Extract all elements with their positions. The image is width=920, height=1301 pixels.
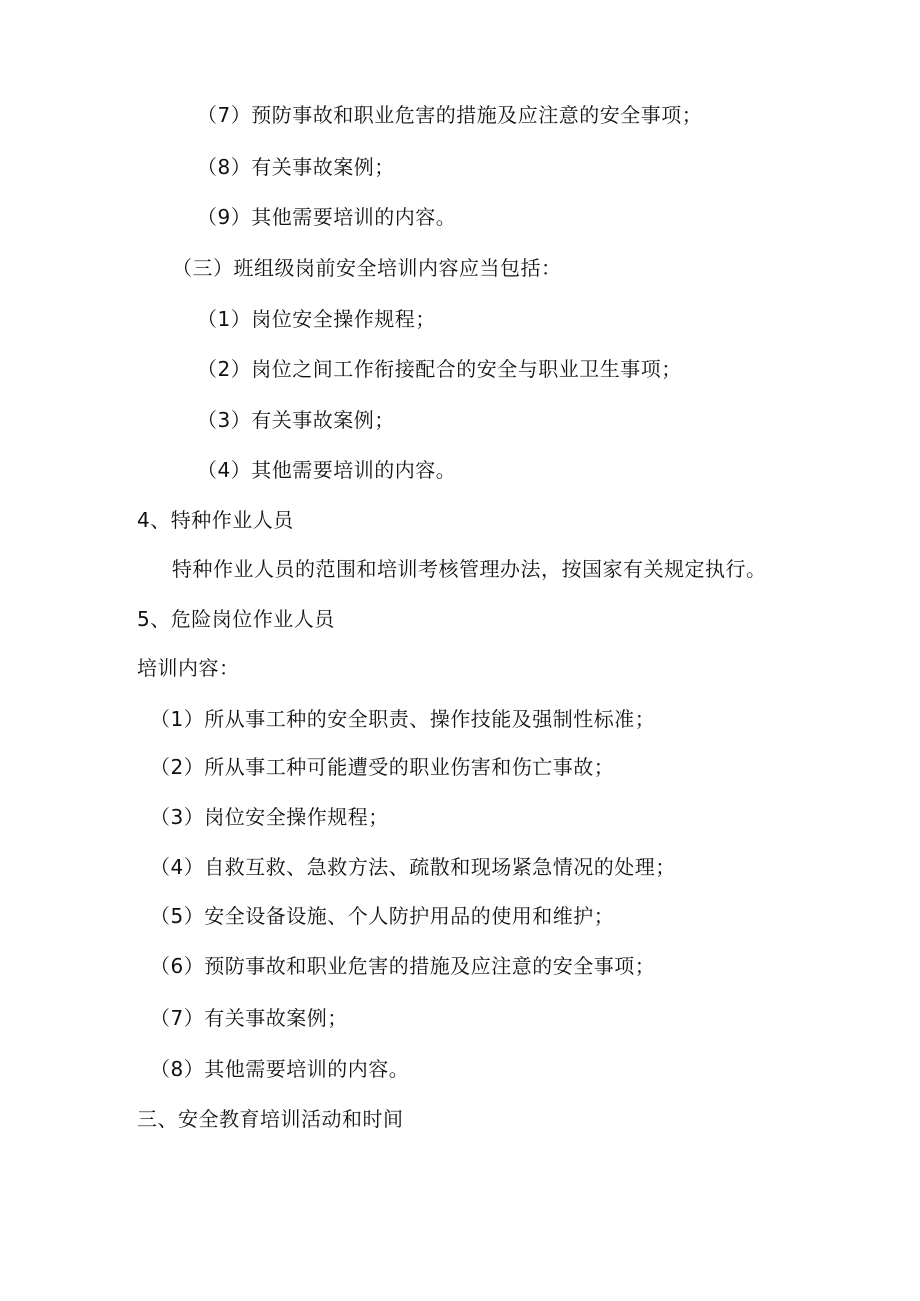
list-item: （1）所从事工种的安全职责、操作技能及强制性标准； — [150, 707, 656, 731]
list-item: （3）岗位安全操作规程； — [150, 805, 389, 829]
list-item: （8）其他需要培训的内容。 — [150, 1057, 410, 1081]
list-item: （7）有关事故案例； — [150, 1006, 348, 1030]
list-item: （8）有关事故案例； — [197, 155, 395, 179]
chapter-heading: 三、安全教育培训活动和时间 — [137, 1107, 404, 1131]
list-item: （6）预防事故和职业危害的措施及应注意的安全事项； — [150, 954, 656, 978]
section-heading-special-operations: 4、特种作业人员 — [137, 508, 294, 532]
list-item: （7）预防事故和职业危害的措施及应注意的安全事项； — [197, 103, 703, 127]
list-item: （1）岗位安全操作规程； — [197, 307, 436, 331]
section-heading-dangerous-posts: 5、危险岗位作业人员 — [137, 607, 335, 631]
list-item: （9）其他需要培训的内容。 — [197, 205, 457, 229]
training-content-label: 培训内容： — [137, 656, 240, 680]
list-item: （5）安全设备设施、个人防护用品的使用和维护； — [150, 904, 615, 928]
list-item: （2）所从事工种可能遭受的职业伤害和伤亡事故； — [150, 755, 615, 779]
paragraph: 特种作业人员的范围和培训考核管理办法，按国家有关规定执行。 — [172, 557, 767, 581]
list-item: （2）岗位之间工作衔接配合的安全与职业卫生事项； — [197, 357, 682, 381]
list-item: （4）自救互救、急救方法、疏散和现场紧急情况的处理； — [150, 855, 676, 879]
section-heading-team-level: （三）班组级岗前安全培训内容应当包括： — [172, 256, 562, 280]
list-item: （3）有关事故案例； — [197, 408, 395, 432]
list-item: （4）其他需要培训的内容。 — [197, 458, 457, 482]
